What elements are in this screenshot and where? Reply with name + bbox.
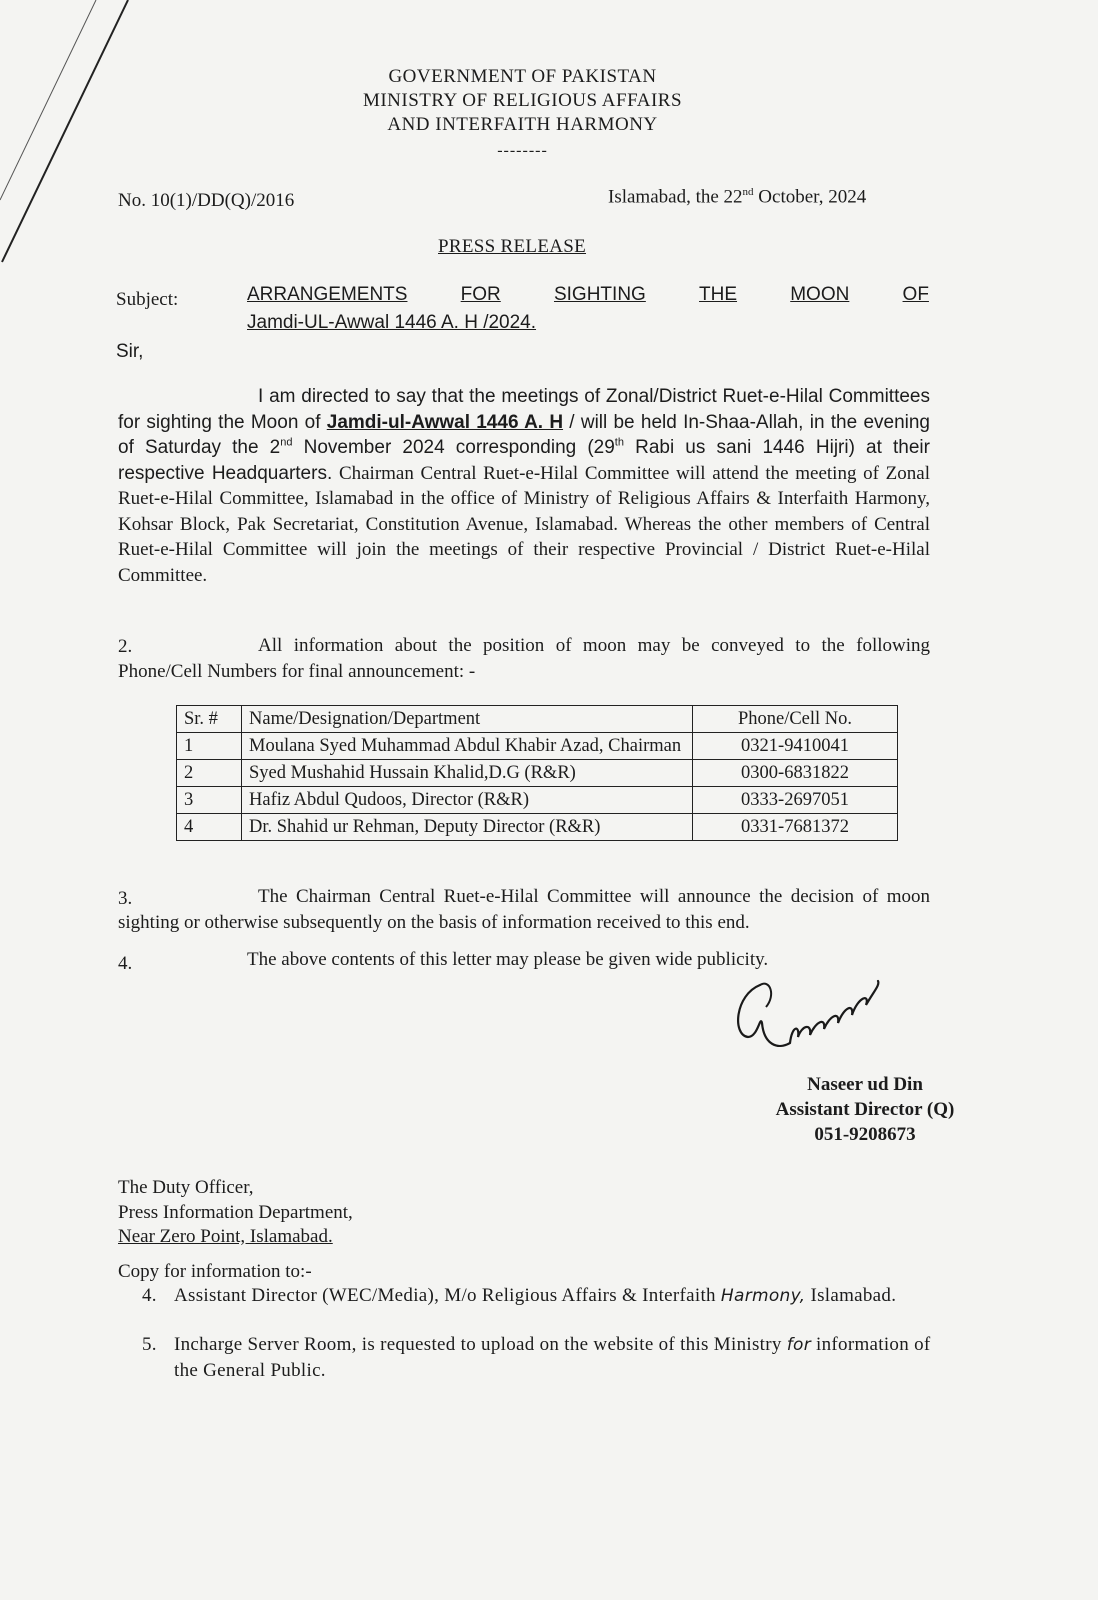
para-3-number: 3. [118,888,133,909]
table-row [177,787,898,814]
addressee-line-3: Near Zero Point, Islamabad. [118,1226,333,1247]
reference-number: No. 10(1)/DD(Q)/2016 [118,190,295,211]
table-row [177,760,898,787]
copy-item-1: 4. Assistant Director (WEC/Media), M/o Religious Affairs & Interfaith Harmony, Islamabad. [142,1285,897,1306]
table-cell-phone: 0331-7681372 [693,814,898,841]
table-row [177,733,898,760]
table-cell-name: Dr. Shahid ur Rehman, Deputy Director (R&R) [242,814,693,841]
paragraph-3: The Chairman Central Ruet-e-Hilal Committee will announce the decision of moon sighting or otherwise subsequently on the basis of information received to this end. [118,886,930,933]
table-row [177,814,898,841]
copy-item-2: 5. Incharge Server Room, is requested to upload on the website of this Ministry for information of the General Public. [142,1334,931,1381]
signer-name: Naseer ud Din [807,1074,923,1095]
para-4-number: 4. [118,953,133,974]
para-2-number: 2. [118,636,133,657]
addressee-line-2: Press Information Department, [118,1202,353,1223]
table-cell-sr: 2 [177,760,242,787]
addressee-line-1: The Duty Officer, [118,1177,254,1198]
table-cell-sr: 1 [177,733,242,760]
salutation: Sir, [116,341,144,362]
table-cell-sr: 4 [177,814,242,841]
header-divider: -------- [497,142,548,159]
letter-date: Islamabad, the 22nd October, 2024 [608,186,867,208]
header-government: GOVERNMENT OF PAKISTAN [388,66,657,87]
table-header-row [177,706,898,733]
table-header-name: Name/Designation/Department [242,706,693,733]
table-cell-phone: 0321-9410041 [693,733,898,760]
header-ministry: MINISTRY OF RELIGIOUS AFFAIRS [362,90,683,111]
subject-label: Subject: [116,289,179,310]
copy-label: Copy for information to:- [118,1261,312,1282]
table-cell-phone: 0333-2697051 [693,787,898,814]
paragraph-4: The above contents of this letter may please be given wide publicity. [247,949,769,970]
contacts-table [176,705,898,841]
table-cell-name: Syed Mushahid Hussain Khalid,D.G (R&R) [242,760,693,787]
press-release-title: PRESS RELEASE [438,236,587,257]
copy-item-number: 5. [142,1334,157,1355]
copy-item-number: 4. [142,1285,157,1306]
paragraph-2: All information about the position of moon may be conveyed to the following Phone/Cell Numbers for final announcement: - [118,635,930,682]
signer-title: Assistant Director (Q) [775,1099,955,1120]
table-cell-name: Moulana Syed Muhammad Abdul Khabir Azad, Chairman [242,733,693,760]
handwritten-signature [730,975,900,1065]
subject-line-2: Jamdi-UL-Awwal 1446 A. H /2024. [247,312,537,333]
table-header-phone: Phone/Cell No. [693,706,898,733]
table-header-sr: Sr. # [177,706,242,733]
table-cell-name: Hafiz Abdul Qudoos, Director (R&R) [242,787,693,814]
table-cell-phone: 0300-6831822 [693,760,898,787]
signer-phone: 051-9208673 [814,1124,916,1145]
header-interfaith: AND INTERFAITH HARMONY [387,114,658,135]
subject-line-1: ARRANGEMENTS FOR SIGHTING THE MOON OF [247,284,929,305]
paragraph-1: I am directed to say that the meetings of Zonal/District Ruet-e-Hilal Committees for sighting the Moon of Jamdi-ul-Awwal 1446 A. H / will be held In-Shaa-Allah, in the evening of Saturday the 2nd November 2024 corresponding (29th Rabi us sani 1446 Hijri) at their respective Headquarters. Chairman Central Ruet-e-Hilal Committee will attend the meeting of Zonal Ruet-e-Hilal Committee, Islamabad in the office of Ministry of Religious Affairs & Interfaith Harmony, Kohsar Block, Pak Secretariat, Constitution Avenue, Islamabad. Whereas the other members of Central Ruet-e-Hilal Committee will join the meetings of their respective Provincial / District Ruet-e-Hilal Committee. [118,386,930,586]
table-cell-sr: 3 [177,787,242,814]
